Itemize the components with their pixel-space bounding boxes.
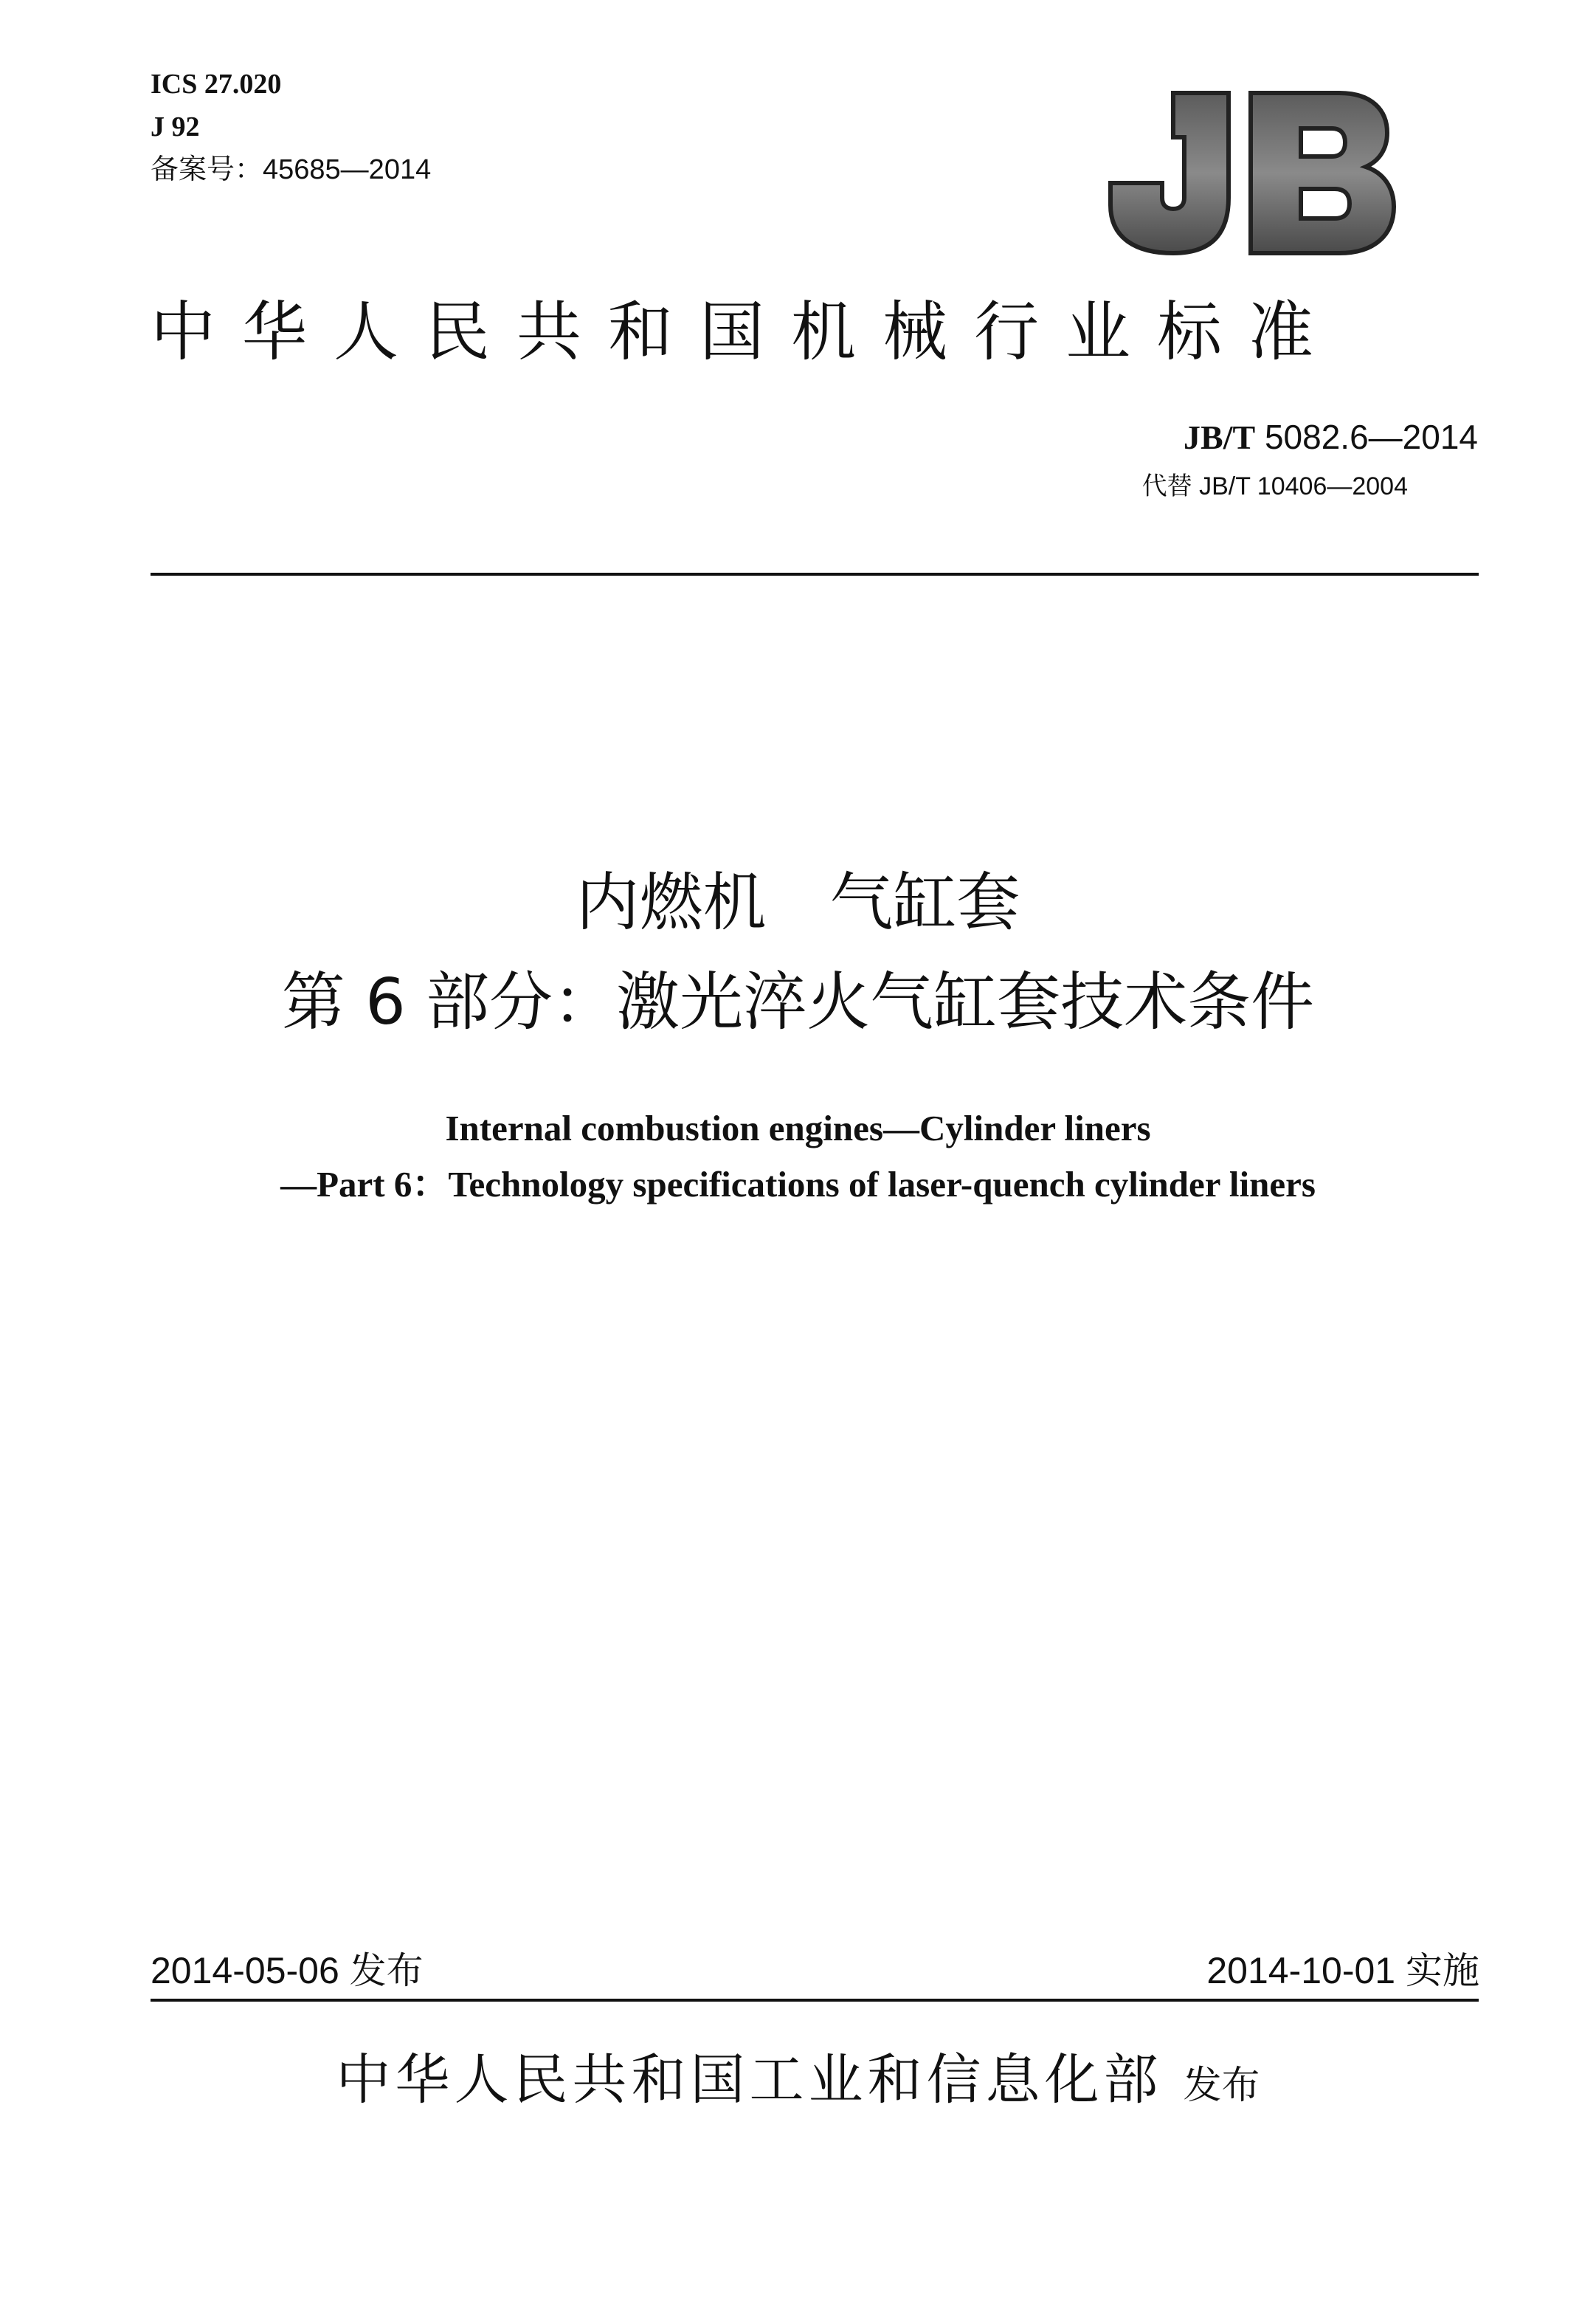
header-divider <box>151 573 1479 576</box>
implementation-date: 2014-10-01 实施 <box>1206 1950 1479 1991</box>
issue-date: 2014-05-06 发布 <box>151 1950 424 1991</box>
record-value: 45685—2014 <box>263 154 432 185</box>
record-label: 备案号： <box>151 154 263 185</box>
title-en-line1: Internal combustion engines—Cylinder liners <box>445 1108 1151 1148</box>
issuer-org: 中华人民共和国工业和信息化部 <box>336 2048 1163 2112</box>
jb-logo <box>1103 87 1398 257</box>
ics-code: ICS 27.020 <box>151 69 282 100</box>
standard-category-title: 中华人民共和国机械行业标准 <box>151 294 1341 370</box>
standard-number-value: 5082.6—2014 <box>1255 418 1478 456</box>
replaces-standard: 代替 JB/T 10406—2004 <box>1141 472 1408 500</box>
standard-number <box>1184 417 1478 458</box>
issuing-authority <box>0 2044 1596 2121</box>
title-cn-line1: 内燃机 气缸套 <box>576 866 1020 940</box>
record-number <box>151 154 431 186</box>
footer-divider <box>151 1999 1479 2002</box>
issuer-action: 发布 <box>1183 2064 1260 2108</box>
ccs-code: J 92 <box>151 111 200 142</box>
title-cn-line2: 第 6 部分：激光淬火气缸套技术条件 <box>281 965 1315 1039</box>
standard-number-prefix: JB/T <box>1184 418 1256 456</box>
title-en-line2: —Part 6：Technology specifications of laser-quench cylinder liners <box>280 1164 1316 1205</box>
